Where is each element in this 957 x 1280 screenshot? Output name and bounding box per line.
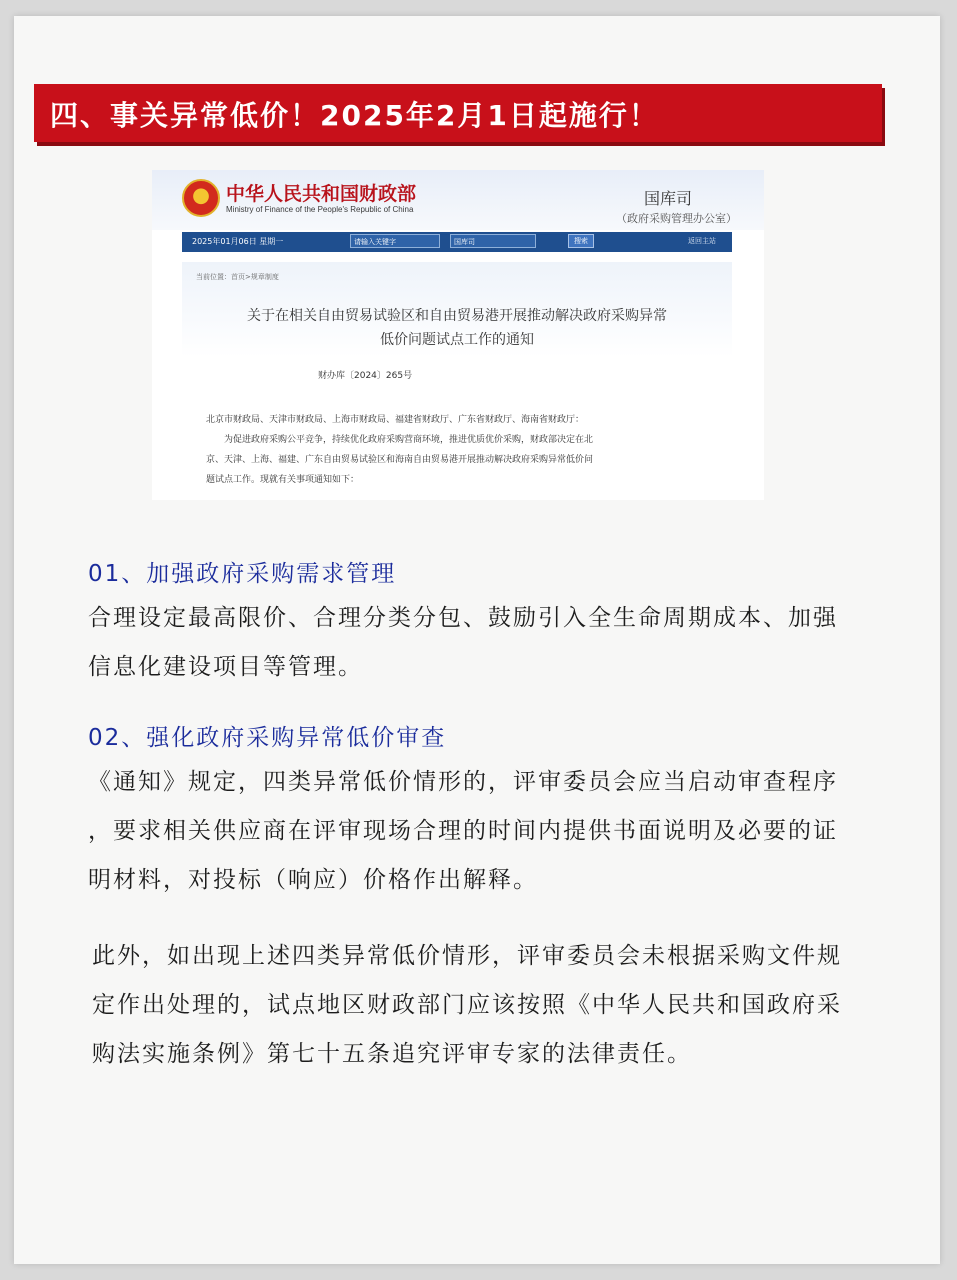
home-link[interactable]: 返回主站	[688, 237, 716, 245]
section-2-title: 02、强化政府采购异常低价审查	[88, 725, 447, 751]
paragraph-line: 此外，如出现上述四类异常低价情形，评审委员会未根据采购文件规	[92, 943, 842, 969]
paragraph-line: 《通知》规定，四类异常低价情形的，评审委员会应当启动审查程序	[88, 769, 838, 795]
document-title	[182, 304, 732, 352]
body-line: 为促进政府采购公平竞争，持续优化政府采购营商环境，推进优质优价采购，财政部决定在北	[224, 435, 594, 445]
document-title-line: 低价问题试点工作的通知	[380, 332, 534, 348]
section-1-text	[88, 594, 888, 692]
search-input[interactable]: 请输入关键字	[350, 234, 440, 248]
site-navbar	[182, 232, 732, 252]
ministry-name-en: Ministry of Finance of the People's Republic of China	[226, 205, 414, 214]
recipients: 北京市财政局、天津市财政局、上海市财政局、福建省财政厅、广东省财政厅、海南省财政厅：	[206, 415, 585, 425]
paragraph-line: 信息化建设项目等管理。	[88, 654, 363, 680]
paragraph-line: 购法实施条例》第七十五条追究评审专家的法律责任。	[92, 1041, 692, 1067]
document-title-line: 关于在相关自由贸易试验区和自由贸易港开展推动解决政府采购异常	[247, 308, 667, 324]
department-select[interactable]: 国库司	[450, 234, 536, 248]
section-2-text	[88, 758, 888, 905]
breadcrumb: 当前位置：首页>规章制度	[196, 273, 279, 281]
department-name: 国库司	[644, 189, 693, 208]
ministry-name-cn: 中华人民共和国财政部	[226, 183, 417, 205]
paragraph-line: 明材料，对投标（响应）价格作出解释。	[88, 867, 538, 893]
section-1-title: 01、加强政府采购需求管理	[88, 561, 397, 587]
nav-date: 2025年01月06日 星期一	[192, 237, 284, 246]
title-banner	[34, 84, 882, 142]
embedded-screenshot	[152, 170, 764, 500]
body-line: 京、天津、上海、福建、广东自由贸易试验区和海南自由贸易港开展推动解决政府采购异常低价问	[206, 455, 594, 465]
document-body	[182, 262, 732, 500]
body-line: 题试点工作。现就有关事项通知如下：	[206, 475, 360, 485]
national-emblem-icon	[182, 179, 220, 217]
document-text	[206, 410, 716, 490]
banner-title: 四、事关异常低价！2025年2月1日起施行！	[50, 99, 659, 132]
site-header	[152, 170, 764, 230]
paragraph-line: 定作出处理的，试点地区财政部门应该按照《中华人民共和国政府采	[92, 992, 842, 1018]
section-3-text	[92, 932, 892, 1079]
paragraph-line: 合理设定最高限价、合理分类分包、鼓励引入全生命周期成本、加强	[88, 605, 838, 631]
paragraph-line: ，要求相关供应商在评审现场合理的时间内提供书面说明及必要的证	[88, 818, 838, 844]
search-button[interactable]: 搜索	[568, 234, 594, 248]
department-subtitle: （政府采购管理办公室）	[616, 212, 737, 225]
document-number: 财办库〔2024〕265号	[318, 371, 413, 381]
